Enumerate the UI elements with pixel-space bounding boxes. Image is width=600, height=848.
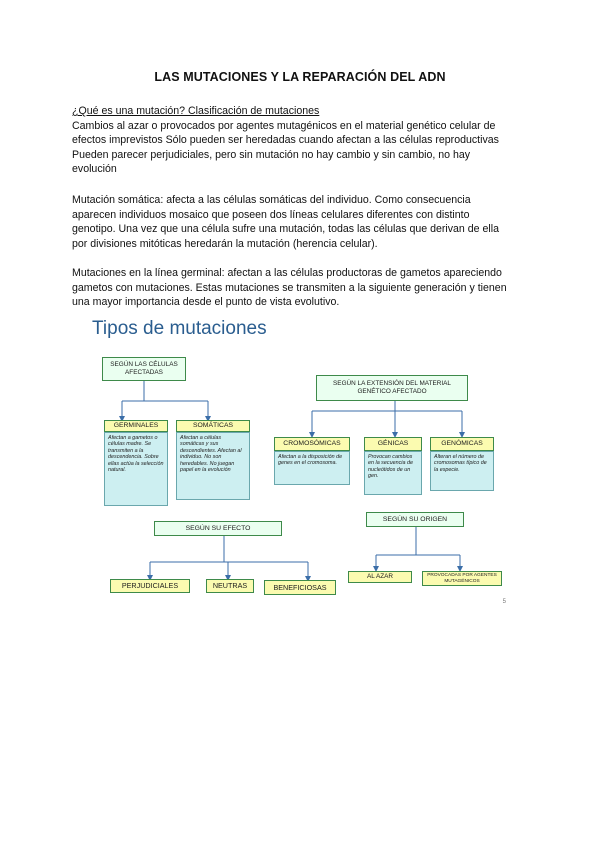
text-line: aparecen individuos mosaico que poseen dos líneas celulares diferentes con distinto [72,208,470,221]
germinal-paragraph [72,266,532,310]
diagram-title: Tipos de mutaciones [92,318,267,339]
genicas-desc: Provocan cambios en la secuencia de nucleótidos de un gen. [364,451,422,495]
neutras-box: NEUTRAS [206,579,254,593]
section-heading: ¿Qué es una mutación? Clasificación de mutaciones [72,105,320,117]
genomicas-desc: Alteran el número de cromosomas típico de la especie. [430,451,494,491]
somaticas-label: SOMÁTICAS [176,420,250,432]
mutation-types-diagram [80,313,512,609]
cells-header-box: SEGÚN LAS CÉLULAS AFECTADAS [102,357,186,381]
intro-paragraph [72,104,532,177]
document-title: LAS MUTACIONES Y LA REPARACIÓN DEL ADN [154,70,446,84]
text-line: evolución [72,163,117,176]
text-line: por divisiones mitóticas heredarán la mutación (herencia celular). [72,237,378,250]
cromosomicas-label: CROMOSÓMICAS [274,437,350,451]
beneficiosas-box: BENEFICIOSAS [264,580,336,595]
genomicas-label: GENÓMICAS [430,437,494,451]
genicas-label: GÉNICAS [364,437,422,451]
germinales-label: GERMINALES [104,420,168,432]
provocadas-box: PROVOCADAS POR AGENTES MUTAGÉNICOS [422,571,502,586]
perjudiciales-box: PERJUDICIALES [110,579,190,593]
slide-page-number: 5 [502,599,506,605]
text-line: efectos imprevistos Sólo pueden ser heredadas cuando afectan a las células reproductivas [72,134,499,147]
text-line: Pueden parecer perjudiciales, pero sin mutación no hay cambio y sin cambio, no hay [72,148,471,161]
text-line: gametos con mutaciones. Estas mutaciones se transmiten a la siguiente generación y tienen [72,281,507,294]
effect-header-box: SEGÚN SU EFECTO [154,521,282,536]
extension-header-box: SEGÚN LA EXTENSIÓN DEL MATERIAL GENÉTICO AFECTADO [316,375,468,401]
text-line: una mayor importancia desde el punto de vista evolutivo. [72,296,340,309]
origin-header-box: SEGÚN SU ORIGEN [366,512,464,527]
text-line: Mutaciones en la línea germinal: afectan a las células productoras de gametos apareciendo [72,267,502,279]
germinales-desc: Afectan a gametos o células madre. Se transmiten a la descendencia. Sobre ellas actúa la selección natural. [104,432,168,506]
text-line: genotipo. Una vez que una célula sufre una mutación, todas las células que derivan de ella [72,223,499,236]
text-line: Cambios al azar o provocados por agentes mutagénicos en el material genético celular de [72,119,496,132]
text-line: Mutación somática: afecta a las células somáticas del individuo. Como consecuencia [72,194,471,206]
somaticas-desc: Afectan a células somáticas y sus descendientes. Afectan al individuo. No son heredables. No juegan papel en la evolución [176,432,250,500]
al-azar-box: AL AZAR [348,571,412,583]
somatic-paragraph [72,193,532,251]
cromosomicas-desc: Afectan a la disposición de genes en el cromosoma. [274,451,350,485]
